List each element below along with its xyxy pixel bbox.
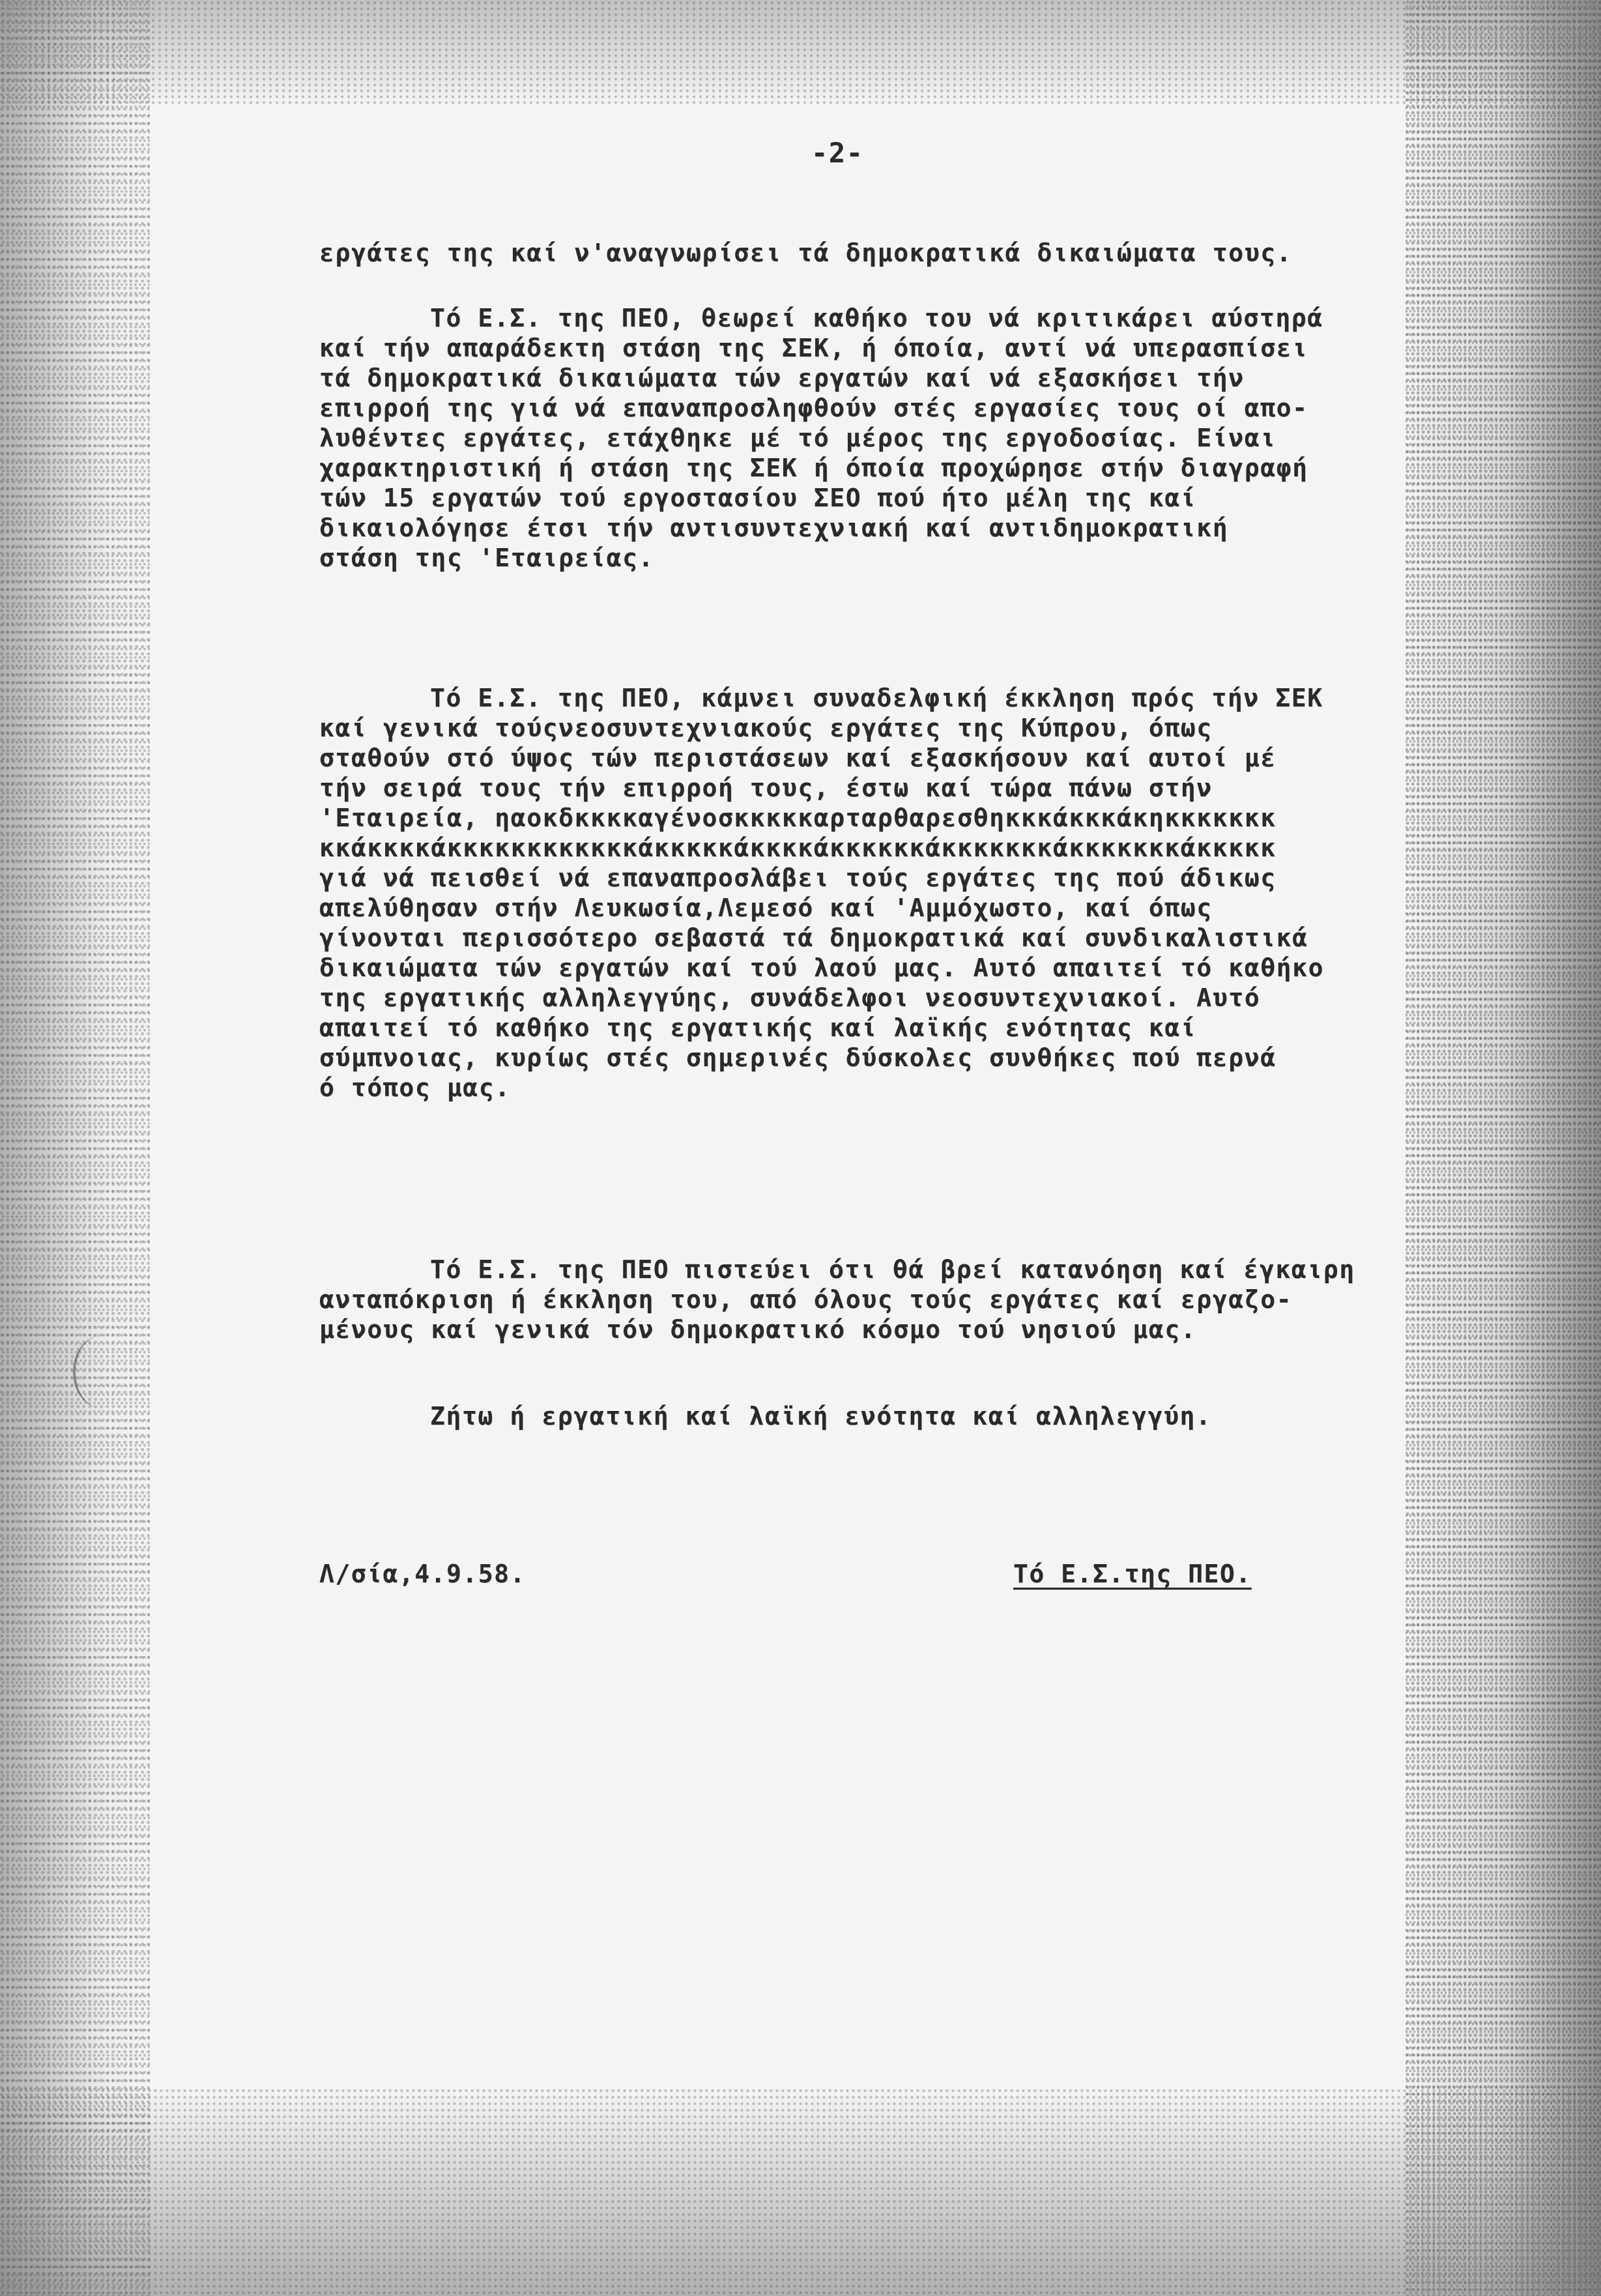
text-line: της εργατικής αλληλεγγύης, συνάδελφοι νεοσυντεχνιακοί. Αυτό — [319, 983, 1261, 1012]
text-line: δικαιολόγησε έτσι τήν αντισυντεχνιακή καί αντιδημοκρατική — [319, 514, 1229, 542]
text-line: τών 15 εργατών τού εργοστασίου ΣΕΟ πού ήτο μέλη της καί — [319, 484, 1197, 512]
text-line: λυθέντες εργάτες, ετάχθηκε μέ τό μέρος της εργοδοσίας. Είναι — [319, 424, 1276, 452]
text-line: χαρακτηριστική ή στάση της ΣΕΚ ή όποία προχώρησε στήν διαγραφή — [319, 454, 1308, 482]
paragraph-belief — [319, 1255, 1570, 1344]
text-line: σταθούν στό ύψος τών περιστάσεων καί εξασκήσουν καί αυτοί μέ — [319, 744, 1276, 772]
punch-hole-mark — [73, 1336, 128, 1408]
paragraph-continuation — [319, 238, 1570, 268]
paragraph-criticism — [319, 303, 1570, 573]
text-line: απαιτεί τό καθήκο της εργατικής καί λαϊκής ενότητας καί — [319, 1013, 1197, 1042]
text-line: Τό Ε.Σ. της ΠΕΟ, κάμνει συναδελφική έκκληση πρός τήν ΣΕΚ — [430, 684, 1323, 712]
scan-edge-left — [0, 0, 150, 2296]
text-line: Ζήτω ή εργατική καί λαϊκή ενότητα καί αλληλεγγύη. — [430, 1402, 1212, 1431]
paragraph-slogan — [319, 1401, 1570, 1431]
text-line: Τό Ε.Σ. της ΠΕΟ πιστεύει ότι θά βρεί κατανόηση καί έγκαιρη — [430, 1255, 1355, 1284]
text-line: μένους καί γενικά τόν δημοκρατικό κόσμο τού νησιού μας. — [319, 1315, 1197, 1344]
struck-out-line: κκάκκκκάκκκκκκκκκκκκάκκκκκάκκκκάκκκκκκάκκκκκκκάκκκκκκκάκκκκκ — [319, 834, 1276, 862]
text-line: απελύθησαν στήν Λευκωσία,Λεμεσό καί 'Αμμόχωστο, καί όπως — [319, 894, 1213, 922]
text-line: στάση της 'Εταιρείας. — [319, 544, 655, 572]
text-line: επιρροή της γιά νά επαναπροσληφθούν στές εργασίες τους οί απο- — [319, 394, 1308, 422]
page-number: -2- — [811, 137, 864, 169]
signature: Τό Ε.Σ.της ΠΕΟ. — [1013, 1560, 1252, 1588]
text-line: σύμπνοιας, κυρίως στές σημερινές δύσκολες συνθήκες πού περνά — [319, 1043, 1276, 1072]
text-line: γιά νά πεισθεί νά επαναπροσλάβει τούς εργάτες της πού άδικως — [319, 864, 1276, 892]
struck-out-line: 'Εταιρεία, ηαοκδκκκκαγένοσκκκκκαρταρθαρεσθηκκκάκκκάκηκκκκκκκ — [319, 804, 1276, 832]
text-line: καί τήν απαράδεκτη στάση της ΣΕΚ, ή όποία, αντί νά υπερασπίσει — [319, 334, 1308, 362]
place-date: Λ/σία,4.9.58. — [319, 1560, 526, 1588]
scan-edge-top — [0, 0, 1601, 104]
text-line: τά δημοκρατικά δικαιώματα τών εργατών καί νά εξασκήσει τήν — [319, 364, 1245, 392]
text-line: ανταπόκριση ή έκκληση του, από όλους τούς εργάτες καί εργαζο- — [319, 1285, 1293, 1314]
text-line: ό τόπος μας. — [319, 1073, 511, 1102]
text-line: καί γενικά τούςνεοσυντεχνιακούς εργάτες της Κύπρου, όπως — [319, 714, 1213, 742]
scan-edge-bottom — [0, 2087, 1601, 2296]
paragraph-appeal — [319, 683, 1570, 1103]
text-line: δικαιώματα τών εργατών καί τού λαού μας. Αυτό απαιτεί τό καθήκο — [319, 953, 1325, 982]
text-line: εργάτες της καί ν'αναγνωρίσει τά δημοκρατικά δικαιώματα τους. — [319, 239, 1293, 267]
text-line: γίνονται περισσότερο σεβαστά τά δημοκρατικά καί συνδικαλιστικά — [319, 923, 1308, 952]
text-line: τήν σειρά τους τήν επιρροή τους, έστω καί τώρα πάνω στήν — [319, 774, 1213, 802]
text-line: Τό Ε.Σ. της ΠΕΟ, θεωρεί καθήκο του νά κριτικάρει αύστηρά — [430, 304, 1323, 332]
